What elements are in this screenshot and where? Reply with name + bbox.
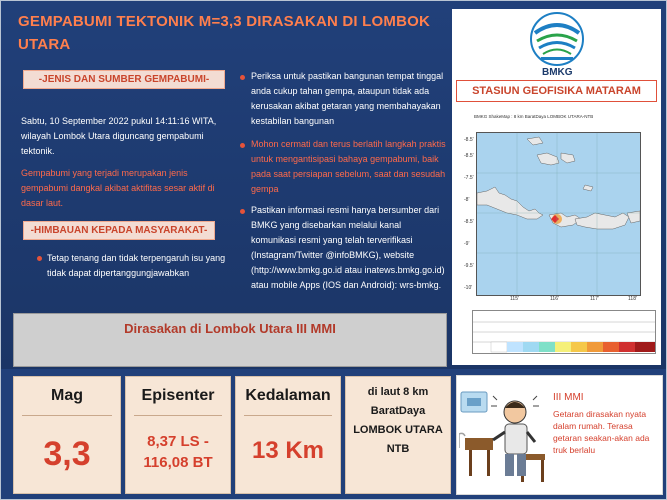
location-card: [345, 376, 451, 494]
page-title: GEMPABUMI TEKTONIK M=3,3 DIRASAKAN DI LOMBOK UTARA: [18, 13, 431, 53]
section-title-advice: -HIMBAUAN KEPADA MASYARAKAT-: [23, 221, 215, 240]
bullet-dot: [240, 75, 245, 80]
bullet-dot: [240, 143, 245, 148]
epicenter-card: [125, 376, 231, 494]
lat-tick: -8': [464, 197, 470, 203]
advice-item-3: Mohon cermati dan terus berlatih langkah praktis untuk mengantisipasi bahaya gempabumi, baik pada saat persiapan sebelum, saat dan sesudah gempa: [251, 139, 446, 194]
advice-item-4: Pastikan informasi resmi hanya bersumber dari BMKG yang disebarkan melalui kanal komunikasi resmi yang telah terverifikasi (Instagram/Twitter @infoBMKG), website (http://www.bmkg.go.id atau inatews.bmkg.go.id) atau mobile Apps (IOS dan Android): wrs-bmkg.: [251, 205, 445, 290]
magnitude-card: [13, 376, 121, 494]
shakemap-drawing: [477, 133, 640, 295]
location-description: di laut 8 km BaratDaya LOMBOK UTARA NTB: [353, 386, 443, 455]
bullet-dot: [240, 209, 245, 214]
depth-label: Kedalaman: [245, 387, 331, 404]
station-name: STASIUN GEOFISIKA MATARAM: [456, 80, 657, 102]
epicenter-value: 8,37 LS - 116,08 BT: [143, 433, 213, 471]
mmi-scale-title: III MMI: [553, 392, 584, 403]
bmkg-logo-text: BMKG: [542, 67, 573, 78]
cause-description: Gempabumi yang terjadi merupakan jenis gempabumi dangkal akibat aktifitas sesar aktif di dasar laut.: [21, 168, 215, 208]
bmkg-logo-icon: [529, 11, 585, 67]
lon-tick: 115': [510, 296, 519, 302]
lat-tick: -10': [464, 285, 473, 291]
lat-tick: -9': [464, 241, 470, 247]
shaking-person-icon: [459, 382, 551, 488]
lat-tick: -8.5': [464, 219, 474, 225]
station-panel: [452, 9, 661, 365]
mmi-scale-description: Getaran dirasakan nyata dalam rumah. Terasa getaran seakan-akan ada truk berlalu: [553, 409, 650, 455]
advice-item-2: Periksa untuk pastikan bangunan tempat tinggal anda cukup tahan gempa, ataupun tidak ada kerusakan akibat getaran yang membahayakan kestabilan bangunan: [251, 71, 444, 126]
intensity-scale-drawing: [473, 311, 655, 353]
lat-tick: -7.5': [464, 175, 474, 181]
felt-intensity-banner: Dirasakan di Lombok Utara III MMI: [13, 313, 447, 367]
depth-value: 13 Km: [251, 437, 325, 464]
mmi-illustration-card: [456, 375, 663, 495]
lon-tick: 118': [628, 296, 637, 302]
intensity-scale-legend: [472, 310, 656, 354]
lat-tick: -8.5': [464, 153, 474, 159]
epicenter-label: Episenter: [141, 387, 215, 404]
lon-tick: 116': [550, 296, 559, 302]
event-description: Sabtu, 10 September 2022 pukul 14:11:16 WITA, wilayah Lombok Utara diguncang gempabumi tektonik.: [21, 116, 217, 156]
lon-tick: 117': [590, 296, 599, 302]
shakemap-caption: BMKG ShakeMap : 8 km BaratDaya LOMBOK UTARA-NTB: [474, 114, 594, 119]
divider: [244, 415, 332, 416]
lat-tick: -9.5': [464, 263, 474, 269]
section-title-source: -JENIS DAN SUMBER GEMPABUMI-: [23, 70, 225, 89]
magnitude-label: Mag: [51, 387, 83, 404]
lat-tick: -8.5': [464, 137, 474, 143]
magnitude-value: 3,3: [43, 435, 91, 473]
divider: [134, 415, 222, 416]
bullet-dot: [37, 256, 42, 261]
advice-item-1: Tetap tenang dan tidak terpengaruh isu yang tidak dapat dipertanggungjawabkan: [47, 253, 226, 278]
depth-card: [235, 376, 341, 494]
divider: [22, 415, 112, 416]
shakemap: [476, 132, 641, 296]
